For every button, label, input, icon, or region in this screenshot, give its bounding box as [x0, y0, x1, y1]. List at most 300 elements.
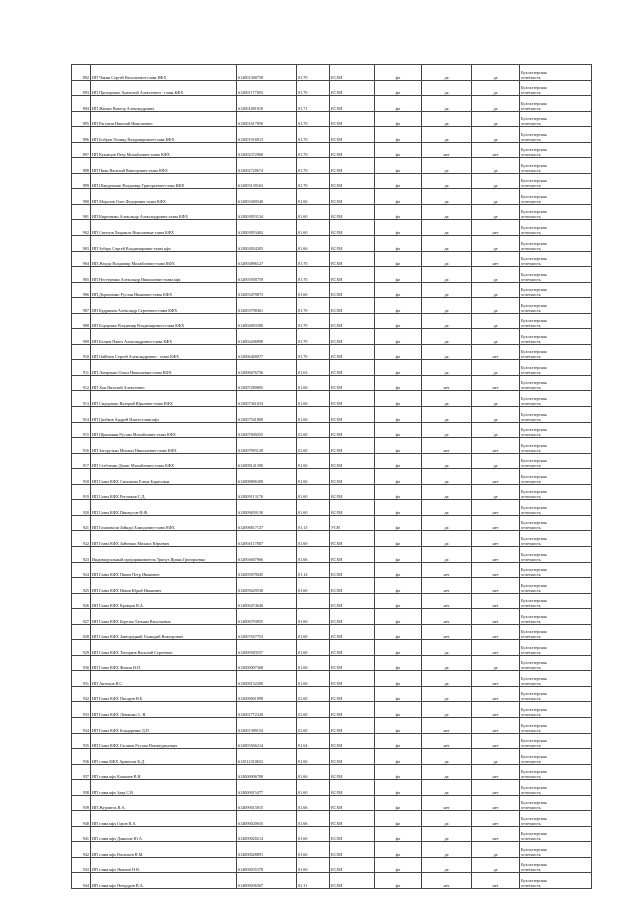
report-type: [520, 640, 592, 656]
report-label-line: Бухгалтерская: [521, 396, 547, 402]
report-type: [520, 329, 592, 345]
registry-rows: [72, 65, 592, 889]
flag-2: да: [472, 857, 520, 873]
flag-1: да: [422, 422, 472, 438]
person-type: фл: [375, 484, 422, 500]
flag-1: да: [422, 826, 472, 842]
row-number: 910: [72, 344, 91, 360]
entity-name: ИП Глава КФХ Березка Татьяна Васильевна: [91, 609, 237, 625]
report-type: [520, 842, 592, 858]
tax-regime: ЕСХН: [330, 640, 375, 656]
row-number: 941: [72, 826, 91, 842]
report-type: [520, 686, 592, 702]
report-label-line: Бухгалтерская: [521, 706, 547, 712]
report-type: [520, 562, 592, 578]
row-number: 903: [72, 236, 91, 252]
report-label-line: отчетность: [521, 323, 541, 329]
report-type: [520, 251, 592, 267]
person-type: фл: [375, 391, 422, 407]
flag-2: да: [472, 282, 520, 298]
flag-1: да: [422, 391, 472, 407]
report-label-line: отчетность: [521, 774, 541, 780]
report-type: [520, 531, 592, 547]
flag-2: нет: [472, 609, 520, 625]
tax-regime: ЕСХН: [330, 671, 375, 687]
okved-code: 01.60: [297, 204, 330, 220]
tax-regime: ЕСХН: [330, 407, 375, 423]
row-number: 902: [72, 220, 91, 236]
person-type: фл: [375, 142, 422, 158]
table-row: [72, 391, 592, 407]
table-row: [72, 407, 592, 423]
flag-2: нет: [472, 562, 520, 578]
report-label-line: Бухгалтерская: [521, 225, 547, 231]
table-row: [72, 671, 592, 687]
report-type: [520, 546, 592, 562]
table-row: [72, 780, 592, 796]
tax-regime: ЕСХН: [330, 313, 375, 329]
report-label-line: отчетность: [521, 867, 541, 873]
report-type: [520, 655, 592, 671]
entity-name: Индивидуальный предприниматель Трипуз Ирина Григорьевна: [91, 546, 237, 562]
person-type: фл: [375, 749, 422, 765]
inn-number: 612003853402: [237, 220, 297, 236]
inn-number: 612007993129: [237, 438, 297, 454]
okved-code: 01.70: [297, 80, 330, 96]
report-label-line: отчетность: [521, 618, 541, 624]
tax-regime: ЕСХН: [330, 826, 375, 842]
okved-code: 01.70: [297, 173, 330, 189]
flag-1: да: [422, 65, 472, 81]
tax-regime: ЕСХН: [330, 282, 375, 298]
entity-name: ИП Глава КФХ Зайченко Михаил Юрьевич: [91, 531, 237, 547]
flag-2: да: [472, 484, 520, 500]
report-label-line: Бухгалтерская: [521, 598, 547, 604]
row-number: 915: [72, 422, 91, 438]
report-label-line: отчетность: [521, 167, 541, 173]
report-type: [520, 500, 592, 516]
report-label-line: отчетность: [521, 245, 541, 251]
flag-2: нет: [472, 578, 520, 594]
report-label-line: отчетность: [521, 556, 541, 562]
entity-name: ИП Глава КФХ Пинжусов Ф.Ф.: [91, 500, 237, 516]
okved-code: 01.60: [297, 531, 330, 547]
tax-regime: ЕСХН: [330, 189, 375, 205]
entity-name: ИП Стебленко Денис Михайлович-глава КФХ: [91, 453, 237, 469]
flag-1: да: [422, 484, 472, 500]
report-label-line: отчетность: [521, 634, 541, 640]
flag-1: да: [422, 282, 472, 298]
inn-number: 612000152200: [237, 671, 297, 687]
inn-number: 612000007368: [237, 655, 297, 671]
registry-table: [71, 64, 592, 889]
table-row: [72, 422, 592, 438]
row-number: 922: [72, 531, 91, 547]
flag-2: нет: [472, 344, 520, 360]
report-type: [520, 578, 592, 594]
person-type: фл: [375, 655, 422, 671]
flag-1: да: [422, 640, 472, 656]
person-type: фл: [375, 80, 422, 96]
flag-1: да: [422, 96, 472, 112]
report-label-line: Бухгалтерская: [521, 489, 547, 495]
flag-2: нет: [472, 546, 520, 562]
report-label-line: отчетность: [521, 90, 541, 96]
inn-number: 612004607966: [237, 546, 297, 562]
okved-code: 01.60: [297, 640, 330, 656]
tax-regime: ЕСХН: [330, 80, 375, 96]
report-label-line: отчетность: [521, 183, 541, 189]
report-label-line: Бухгалтерская: [521, 442, 547, 448]
okved-code: 01.60: [297, 717, 330, 733]
report-label-line: отчетность: [521, 292, 541, 298]
okved-code: 01.66: [297, 236, 330, 252]
table-row: [72, 204, 592, 220]
person-type: фл: [375, 764, 422, 780]
inn-number: 612005079045: [237, 562, 297, 578]
report-label-line: Бухгалтерская: [521, 753, 547, 759]
tax-regime: ЕСХН: [330, 593, 375, 609]
report-label-line: отчетность: [521, 587, 541, 593]
report-label-line: Бухгалтерская: [521, 722, 547, 728]
report-type: [520, 267, 592, 283]
okved-code: 01.66: [297, 546, 330, 562]
okved-code: 01.71: [297, 96, 330, 112]
row-number: 896: [72, 127, 91, 143]
person-type: фл: [375, 65, 422, 81]
report-type: [520, 717, 592, 733]
report-label-line: Бухгалтерская: [521, 567, 547, 573]
row-number: 940: [72, 811, 91, 827]
row-number: 928: [72, 624, 91, 640]
flag-1: нет: [422, 624, 472, 640]
okved-code: 01.60: [297, 500, 330, 516]
row-number: 894: [72, 96, 91, 112]
entity-name: ИП Чакин Сергей Васильевич-глава КФХ: [91, 65, 237, 81]
report-label-line: отчетность: [521, 152, 541, 158]
report-type: [520, 344, 592, 360]
person-type: фл: [375, 795, 422, 811]
report-label-line: Бухгалтерская: [521, 691, 547, 697]
report-type: [520, 811, 592, 827]
flag-2: нет: [472, 640, 520, 656]
report-type: [520, 220, 592, 236]
row-number: 913: [72, 391, 91, 407]
entity-name: ИП Глава КФХ Писарев В.Б.: [91, 686, 237, 702]
tax-regime: ЕСХН: [330, 142, 375, 158]
person-type: фл: [375, 469, 422, 485]
inn-number: 612006474640: [237, 593, 297, 609]
flag-2: да: [472, 65, 520, 81]
entity-name: ИП Глава КФХ Гасанов Руслан Назимудинович: [91, 733, 237, 749]
table-row: [72, 873, 592, 889]
inn-number: 612001617850: [237, 111, 297, 127]
report-label-line: отчетность: [521, 603, 541, 609]
report-label-line: Бухгалтерская: [521, 427, 547, 433]
person-type: фл: [375, 375, 422, 391]
report-label-line: Бухгалтерская: [521, 815, 547, 821]
row-number: 943: [72, 857, 91, 873]
inn-number: 612003958759: [237, 267, 297, 283]
flag-1: нет: [422, 375, 472, 391]
inn-number: 614000015815: [237, 795, 297, 811]
flag-2: нет: [472, 220, 520, 236]
table-row: [72, 65, 592, 81]
entity-name: ИП Нестеренко Александр Николаевич-глава кфх: [91, 267, 237, 283]
tax-regime: ЕСХН: [330, 65, 375, 81]
flag-1: да: [422, 546, 472, 562]
report-label-line: отчетность: [521, 711, 541, 717]
table-row: [72, 857, 592, 873]
report-label-line: Бухгалтерская: [521, 831, 547, 837]
report-label-line: Бухгалтерская: [521, 644, 547, 650]
tax-regime: ЕСХН: [330, 609, 375, 625]
tax-regime: ЕСХН: [330, 795, 375, 811]
flag-2: нет: [472, 671, 520, 687]
flag-1: нет: [422, 578, 472, 594]
tax-regime: ЕСХН: [330, 655, 375, 671]
report-label-line: отчетность: [521, 836, 541, 842]
flag-2: нет: [472, 733, 520, 749]
tax-regime: ЕСХН: [330, 531, 375, 547]
report-label-line: Бухгалтерская: [521, 162, 547, 168]
tax-regime: ЕСХН: [330, 220, 375, 236]
row-number: 936: [72, 749, 91, 765]
row-number: 932: [72, 686, 91, 702]
flag-1: да: [422, 686, 472, 702]
flag-1: нет: [422, 717, 472, 733]
inn-number: 612001681810: [237, 96, 297, 112]
flag-2: да: [472, 749, 520, 765]
tax-regime: УСН: [330, 515, 375, 531]
tax-regime: ЕСХН: [330, 562, 375, 578]
okved-code: 01.70: [297, 142, 330, 158]
report-type: [520, 857, 592, 873]
report-label-line: отчетность: [521, 820, 541, 826]
flag-2: да: [472, 111, 520, 127]
row-number: 929: [72, 640, 91, 656]
inn-number: 614000020214: [237, 826, 297, 842]
person-type: фл: [375, 624, 422, 640]
report-type: [520, 282, 592, 298]
flag-2: нет: [472, 515, 520, 531]
flag-1: нет: [422, 795, 472, 811]
report-type: [520, 749, 592, 765]
flag-2: да: [472, 158, 520, 174]
flag-1: да: [422, 702, 472, 718]
tax-regime: ЕСХН: [330, 375, 375, 391]
person-type: фл: [375, 811, 422, 827]
okved-code: 01.60: [297, 407, 330, 423]
inn-number: 612007657753: [237, 624, 297, 640]
person-type: фл: [375, 220, 422, 236]
tax-regime: ЕСХН: [330, 236, 375, 252]
table-row: [72, 111, 592, 127]
report-label-line: отчетность: [521, 463, 541, 469]
entity-name: ИП Шакурченко Владимир Григорьевич-глава КФХ: [91, 173, 237, 189]
person-type: фл: [375, 329, 422, 345]
row-number: 911: [72, 360, 91, 376]
table-row: [72, 811, 592, 827]
report-label-line: отчетность: [521, 572, 541, 578]
flag-2: да: [472, 80, 520, 96]
report-type: [520, 422, 592, 438]
okved-code: 01.70: [297, 313, 330, 329]
flag-2: нет: [472, 764, 520, 780]
flag-1: нет: [422, 438, 472, 454]
flag-2: нет: [472, 826, 520, 842]
flag-2: да: [472, 360, 520, 376]
inn-number: 612003479873: [237, 282, 297, 298]
tax-regime: ЕСХН: [330, 857, 375, 873]
tax-regime: ЕСХН: [330, 298, 375, 314]
flag-1: да: [422, 329, 472, 345]
row-number: 938: [72, 780, 91, 796]
report-type: [520, 158, 592, 174]
report-label-line: отчетность: [521, 509, 541, 515]
flag-1: да: [422, 251, 472, 267]
report-type: [520, 515, 592, 531]
row-number: 927: [72, 609, 91, 625]
inn-number: 612000001098: [237, 686, 297, 702]
person-type: фл: [375, 609, 422, 625]
entity-name: ИП Лазаренко Ольга Николаевна-глава КФХ: [91, 360, 237, 376]
table-row: [72, 842, 592, 858]
okved-code: 01.11: [297, 873, 330, 889]
tax-regime: ЕСХН: [330, 329, 375, 345]
inn-number: 612004003380: [237, 313, 297, 329]
report-type: [520, 453, 592, 469]
tax-regime: ЕСХН: [330, 873, 375, 889]
entity-name: ИП Пиан Василий Викторович-глава КФХ: [91, 158, 237, 174]
row-number: 918: [72, 469, 91, 485]
flag-2: нет: [472, 531, 520, 547]
flag-2: да: [472, 204, 520, 220]
okved-code: 01.60: [297, 220, 330, 236]
entity-name: ИП Глава КФХ Пиков Петр Иванович: [91, 562, 237, 578]
inn-number: 614000020635: [237, 811, 297, 827]
okved-code: 01.70: [297, 329, 330, 345]
table-row: [72, 500, 592, 516]
flag-1: да: [422, 407, 472, 423]
flag-1: да: [422, 780, 472, 796]
inn-number: 612001389154: [237, 717, 297, 733]
row-number: 925: [72, 578, 91, 594]
okved-code: 01.60: [297, 671, 330, 687]
inn-number: 614000015477: [237, 780, 297, 796]
table-row: [72, 515, 592, 531]
okved-code: 01.60: [297, 826, 330, 842]
entity-name: ИП Антонов В.С.: [91, 671, 237, 687]
tax-regime: ЕСХН: [330, 391, 375, 407]
report-label-line: Бухгалтерская: [521, 800, 547, 806]
report-type: [520, 391, 592, 407]
flag-1: да: [422, 811, 472, 827]
tax-regime: ЕСХН: [330, 811, 375, 827]
row-number: 939: [72, 795, 91, 811]
entity-name: ИП Журавель В.А.: [91, 795, 237, 811]
entity-name: ИП Прохоренко Анатолий Алексеевич - глава КФХ: [91, 80, 237, 96]
okved-code: 01.66: [297, 795, 330, 811]
report-type: [520, 873, 592, 889]
report-label-line: Бухгалтерская: [521, 535, 547, 541]
report-label-line: Бухгалтерская: [521, 504, 547, 510]
report-label-line: отчетность: [521, 74, 541, 80]
report-label-line: отчетность: [521, 696, 541, 702]
inn-number: 612001916813: [237, 127, 297, 143]
row-number: 912: [72, 375, 91, 391]
tax-regime: ЕСХН: [330, 469, 375, 485]
report-type: [520, 142, 592, 158]
tax-regime: ЕСХН: [330, 686, 375, 702]
okved-code: 01.60: [297, 655, 330, 671]
okved-code: 01.64: [297, 733, 330, 749]
inn-number: 612007361034: [237, 391, 297, 407]
flag-1: да: [422, 453, 472, 469]
report-label-line: отчетность: [521, 105, 541, 111]
person-type: фл: [375, 127, 422, 143]
report-label-line: отчетность: [521, 665, 541, 671]
report-label-line: Бухгалтерская: [521, 660, 547, 666]
okved-code: 01.13: [297, 515, 330, 531]
report-type: [520, 764, 592, 780]
report-label-line: отчетность: [521, 338, 541, 344]
report-label-line: Бухгалтерская: [521, 349, 547, 355]
person-type: фл: [375, 780, 422, 796]
inn-number: 614000036567: [237, 873, 297, 889]
table-row: [72, 826, 592, 842]
inn-number: 614000006780: [237, 764, 297, 780]
inn-number: 612008806308: [237, 469, 297, 485]
report-label-line: отчетность: [521, 727, 541, 733]
table-row: [72, 313, 592, 329]
report-type: [520, 65, 592, 81]
report-type: [520, 204, 592, 220]
report-label-line: отчетность: [521, 478, 541, 484]
okved-code: 01.60: [297, 375, 330, 391]
tax-regime: ЕСХН: [330, 500, 375, 516]
report-label-line: отчетность: [521, 416, 541, 422]
person-type: фл: [375, 873, 422, 889]
table-row: [72, 640, 592, 656]
entity-name: ИП глава кфх Немудров В.А.: [91, 873, 237, 889]
flag-1: да: [422, 236, 472, 252]
report-label-line: отчетность: [521, 432, 541, 438]
table-row: [72, 702, 592, 718]
row-number: 900: [72, 189, 91, 205]
row-number: 906: [72, 282, 91, 298]
person-type: фл: [375, 189, 422, 205]
report-type: [520, 360, 592, 376]
row-number: 904: [72, 251, 91, 267]
entity-name: ИП Борщенко Владимир Владимирович-глава КФХ: [91, 313, 237, 329]
entity-name: ИП Глава КФХ Топорков Василий Сергеевич: [91, 640, 237, 656]
okved-code: 01.60: [297, 484, 330, 500]
person-type: фл: [375, 267, 422, 283]
report-label-line: Бухгалтерская: [521, 302, 547, 308]
entity-name: ИП Глава КФХ Левченко С. В.: [91, 702, 237, 718]
table-row: [72, 329, 592, 345]
tax-regime: ЕСХН: [330, 422, 375, 438]
report-label-line: Бухгалтерская: [521, 551, 547, 557]
person-type: фл: [375, 344, 422, 360]
person-type: фл: [375, 686, 422, 702]
entity-name: ИП глава кфх Кашкаев В.Н.: [91, 764, 237, 780]
report-type: [520, 80, 592, 96]
tax-regime: ЕСХН: [330, 764, 375, 780]
entity-name: ИП Загорулько Михаил Николаевич-глава КФХ: [91, 438, 237, 454]
report-label-line: Бухгалтерская: [521, 862, 547, 868]
